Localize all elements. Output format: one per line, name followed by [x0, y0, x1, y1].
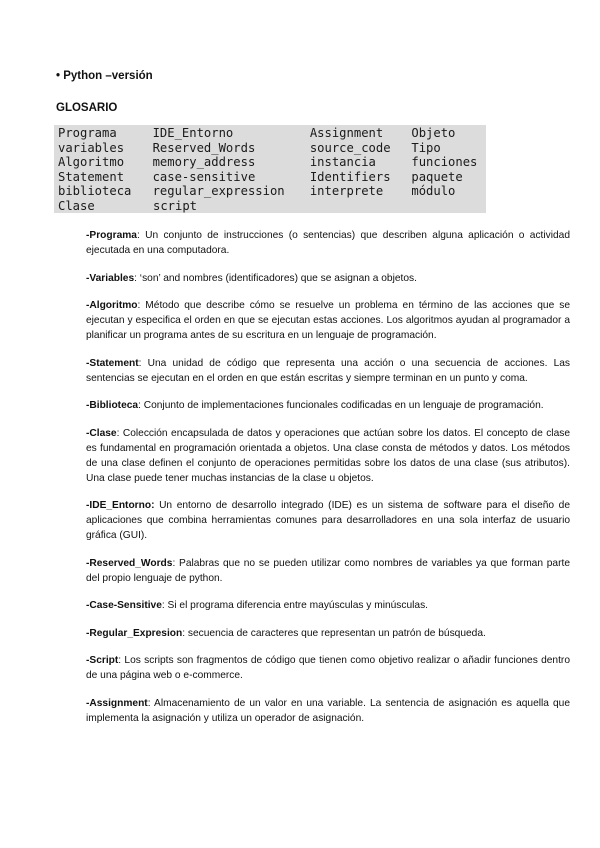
term-cell: Identifiers [309, 169, 391, 184]
term-cell: source_code [309, 140, 391, 155]
definition-text: : ‘son’ and nombres (identificadores) que se asignan a objetos. [134, 272, 417, 284]
term-cell: IDE_Entorno [152, 126, 234, 140]
glossary-title: GLOSARIO [56, 102, 118, 114]
definition-term: -Reserved_Words [86, 557, 173, 569]
term-cell: Reserved_Words [152, 140, 256, 155]
term-code-block [54, 125, 486, 213]
term-cell: biblioteca [58, 184, 132, 199]
term-cell: Statement [58, 169, 125, 184]
definition-term: -Assignment [86, 697, 148, 709]
term-cell: Objeto [411, 126, 456, 140]
term-cell: Algoritmo [58, 155, 125, 170]
definition-term: -IDE_Entorno: [86, 500, 155, 511]
definition-biblioteca [86, 398, 570, 413]
term-row [58, 126, 486, 141]
definition-text: : Método que describe cómo se resuelve un problema en término de las acciones que se ejecutan y especifica el orden en que se ejecutan estas acciones. Los algoritmos ayudan al programador a planificar un programa antes de su escritura en un lenguaje de programación. [86, 300, 570, 341]
definition-programa [86, 228, 570, 258]
definition-regular-expresion [86, 626, 570, 641]
definition-text: Un entorno de desarrollo integrado (IDE) es un sistema de software para el diseño de aplicaciones que combina herramientas comunes para desarrolladores en una sola interfaz de usuario gráfica (GUI). [86, 500, 570, 541]
definition-term: -Programa [86, 230, 137, 241]
definition-term: -Biblioteca [86, 400, 139, 411]
definition-text: : Colección encapsulada de datos y operaciones que actúan sobre los datos. El concepto de clase es fundamental en programación orientada a objetos. Una clase consta de métodos y datos. Los métodos de una clase definen el conjunto de operaciones permitidas sobre los datos de una clase (sus atributos). Una clase puede tener muchas instancias de la clase u objetos. [86, 427, 570, 484]
section-heading: • Python –versión [56, 70, 153, 82]
term-row [58, 184, 486, 199]
definition-term: -Script [86, 655, 119, 666]
definition-script [86, 653, 570, 683]
term-cell: script [153, 198, 198, 213]
definition-variables [86, 271, 570, 286]
term-cell: interprete [309, 184, 384, 199]
definition-term: -Clase [86, 427, 117, 439]
definition-reserved-words [86, 556, 570, 586]
definition-text: : Almacenamiento de un valor en una variable. La sentencia de asignación es aquella que implementa la asignación y utiliza un operador de asignación. [86, 697, 570, 724]
term-row [58, 141, 486, 156]
definition-case-sensitive [86, 598, 570, 613]
term-cell: regular_expression [152, 184, 285, 199]
definition-statement [86, 356, 570, 386]
definition-term: -Regular_Expresion [86, 627, 183, 639]
definition-text: : secuencia de caracteres que representan un patrón de búsqueda. [182, 627, 486, 639]
definition-term: -Variables [86, 272, 135, 284]
definition-assignment [86, 696, 570, 726]
term-cell: funciones [411, 155, 478, 170]
definition-clase [86, 426, 570, 486]
term-cell: case-sensitive [152, 169, 256, 184]
definition-text: : Si el programa diferencia entre mayúsculas y minúsculas. [161, 600, 428, 611]
term-cell: instancia [309, 155, 376, 170]
term-cell: Tipo [411, 140, 441, 155]
term-row [58, 155, 486, 170]
term-cell: Programa [58, 126, 117, 140]
term-row [58, 199, 486, 214]
definition-text: : Los scripts son fragmentos de código que tienen como objetivo realizar o añadir funciones dentro de una página web o e-commerce. [86, 655, 570, 681]
term-cell: memory_address [152, 155, 256, 170]
definition-ide-entorno [86, 498, 570, 543]
definition-text: : Palabras que no se pueden utilizar como nombres de variables ya que forman parte del propio lenguaje de python. [86, 557, 570, 584]
definition-text: : Un conjunto de instrucciones (o sentencias) que describen alguna aplicación o actividad ejecutada en una computadora. [86, 230, 570, 256]
term-cell: Clase [58, 198, 95, 213]
term-cell: Assignment [309, 126, 384, 140]
term-cell: módulo [411, 184, 456, 199]
definition-algoritmo [86, 298, 570, 343]
definition-term: -Case-Sensitive [86, 600, 162, 611]
definition-term: -Statement [86, 357, 139, 369]
definitions-list [86, 228, 570, 738]
definition-text: : Conjunto de implementaciones funcionales codificadas en un lenguaje de programación. [138, 400, 544, 411]
term-row [58, 170, 486, 185]
term-cell: variables [58, 140, 125, 155]
definition-text: : Una unidad de código que representa una acción o una secuencia de acciones. Las sentencias se ejecutan en el orden en que están escritas y siempre terminan en un punto y coma. [86, 357, 570, 384]
definition-term: -Algoritmo [86, 300, 138, 311]
term-cell: paquete [411, 169, 463, 184]
